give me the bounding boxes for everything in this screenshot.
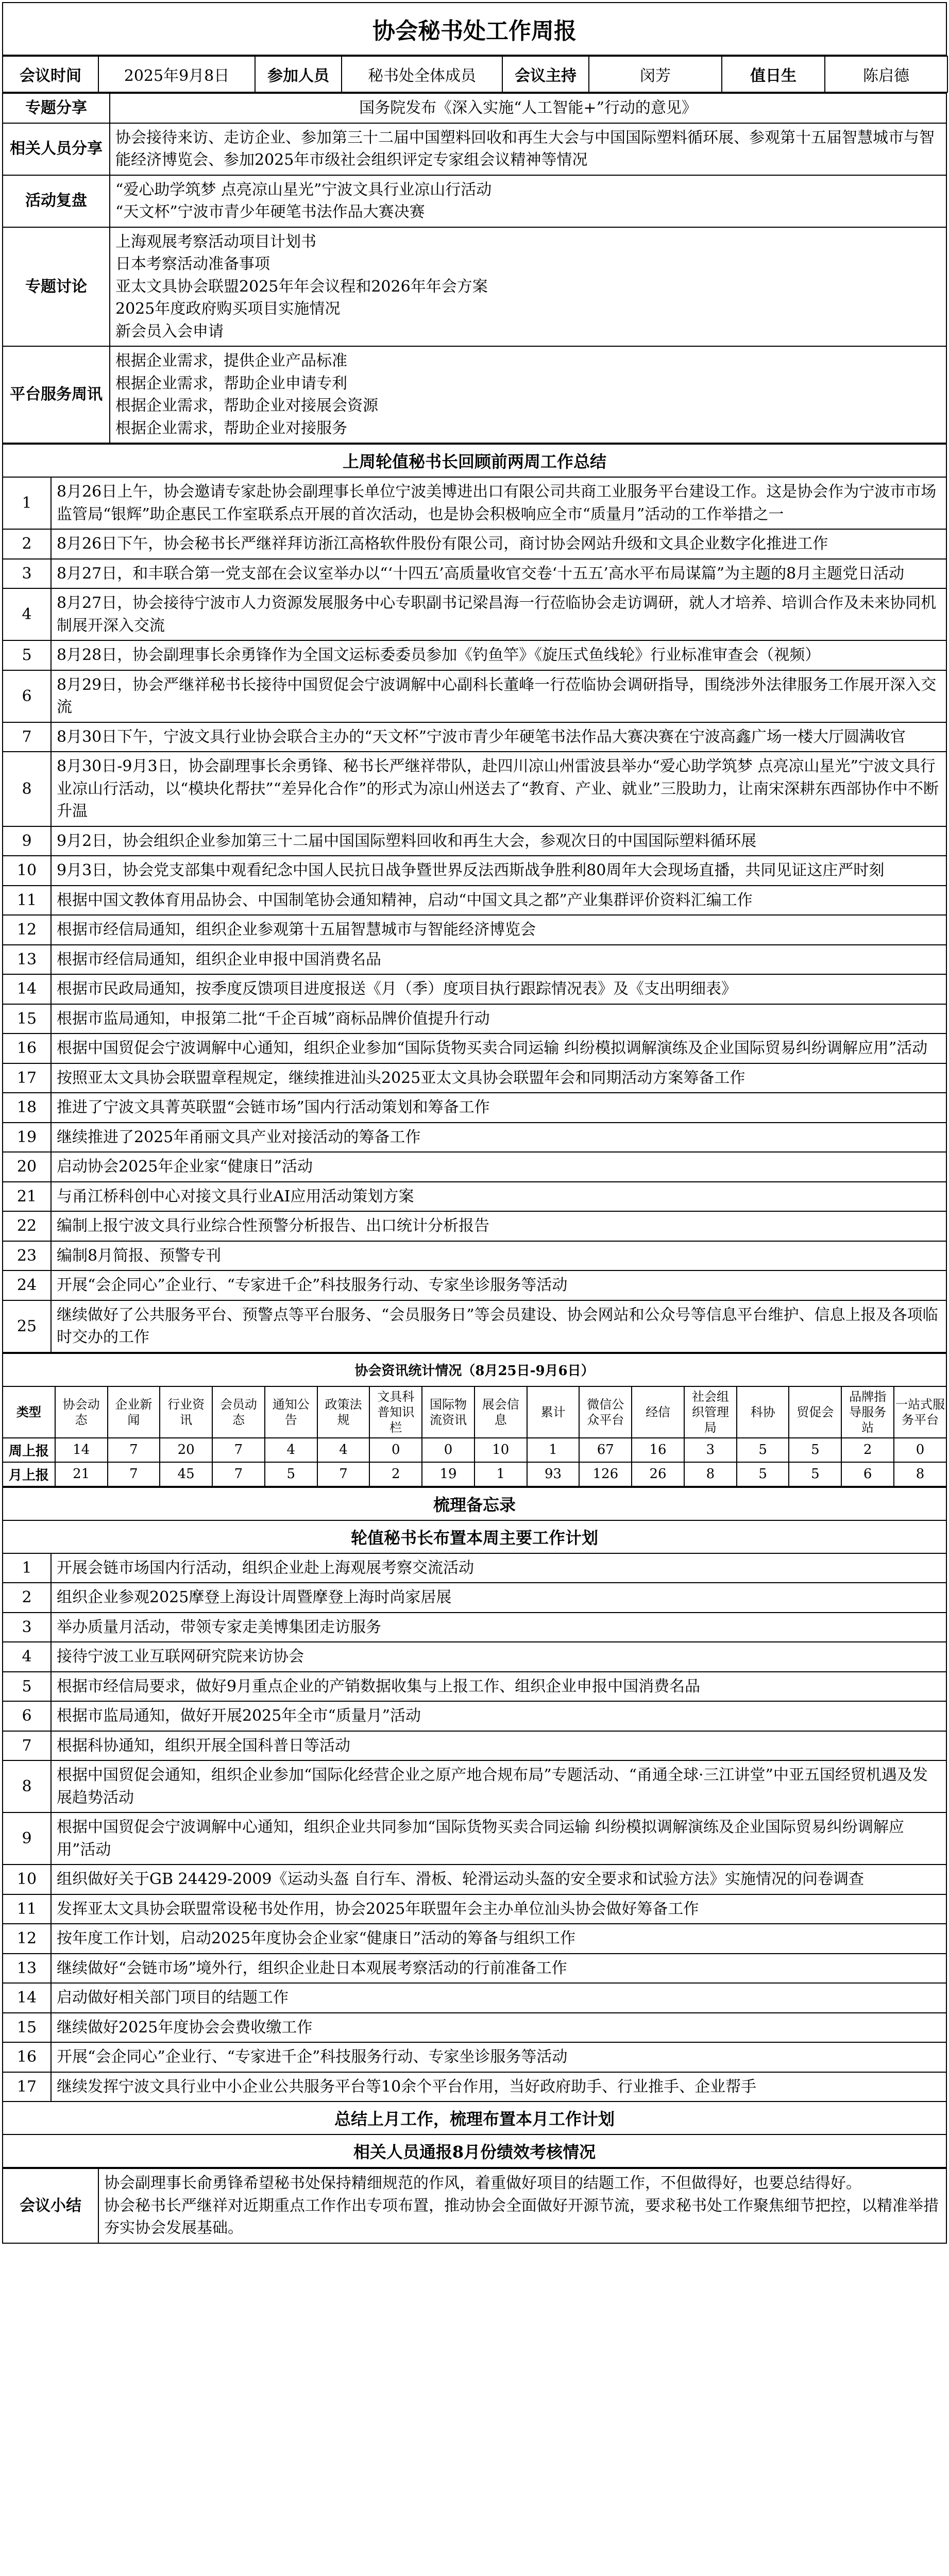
stats-column-header: 科协 [737, 1386, 789, 1438]
work-item-row [3, 588, 946, 640]
stats-column-header: 企业新闻 [108, 1386, 160, 1438]
item-number: 8 [3, 1760, 51, 1812]
work-item-row [3, 529, 946, 559]
performance-title: 相关人员通报8月份绩效考核情况 [3, 2134, 946, 2167]
stats-column-header: 类型 [3, 1386, 55, 1438]
item-number: 10 [3, 856, 51, 886]
stats-cell: 3 [684, 1438, 737, 1462]
item-text: 组织企业参观2025摩登上海设计周暨摩登上海时尚家居展 [51, 1583, 946, 1613]
work-item-row [3, 1033, 946, 1063]
item-text: 8月30日-9月3日，协会副理事长余勇锋、秘书长严继祥带队，赴四川凉山州雷波县举办“爱心助学筑梦 点亮凉山星光”宁波文具行业凉山行活动，以“模块化帮扶”“差异化合作”的形式为凉山州送去了“教育、产业、就业”三股助力，让南宋深耕东西部协作中不断升温 [51, 752, 946, 826]
stats-cell: 5 [789, 1462, 841, 1486]
item-text: 推进了宁波文具菁英联盟“会链市场”国内行活动策划和筹备工作 [51, 1093, 946, 1123]
item-text: 8月27日，协会接待宁波市人力资源发展服务中心专职副书记梁昌海一行莅临协会走访调研，就人才培养、培训合作及未来协同机制展开深入交流 [51, 588, 946, 640]
stats-title: 协会资讯统计情况（8月25日-9月6日） [3, 1353, 946, 1386]
item-number: 7 [3, 1731, 51, 1761]
topic-line: 新会员入会申请 [115, 322, 224, 341]
work-item-row [3, 1642, 946, 1672]
work-item-row [3, 974, 946, 1004]
stats-cell: 5 [737, 1462, 789, 1486]
work-item-row [3, 1123, 946, 1153]
stats-column-header: 一站式服务平台 [894, 1386, 946, 1438]
item-text: 根据市经信局通知，组织企业参观第十五届智慧城市与智能经济博览会 [51, 915, 946, 945]
work-item-row [3, 559, 946, 589]
stats-column-header: 展会信息 [474, 1386, 527, 1438]
work-item-row [3, 915, 946, 945]
stats-column-header: 社会组织管理局 [684, 1386, 737, 1438]
topic-line: 上海观展考察活动项目计划书 [115, 232, 316, 251]
stats-cell: 7 [317, 1462, 370, 1486]
topic-label: 平台服务周讯 [3, 346, 110, 443]
item-number: 4 [3, 588, 51, 640]
stats-cell: 7 [108, 1462, 160, 1486]
work-item-row [3, 1865, 946, 1894]
item-number: 2 [3, 529, 51, 559]
stats-cell: 2 [841, 1438, 894, 1462]
item-text: 继续做好2025年度协会会费收缴工作 [51, 2013, 946, 2043]
item-text: 发挥亚太文具协会联盟常设秘书处作用，协会2025年联盟年会主办单位汕头协会做好筹备工作 [51, 1894, 946, 1924]
item-text: 开展会链市场国内行活动，组织企业赴上海观展考察交流活动 [51, 1553, 946, 1583]
participants-value: 秘书处全体成员 [342, 56, 502, 92]
stats-row [3, 1438, 946, 1462]
stats-cell: 8 [894, 1462, 946, 1486]
work-item-row [3, 1063, 946, 1093]
work-item-row [3, 1760, 946, 1812]
item-text: 根据市监局通知，申报第二批“千企百城”商标品牌价值提升行动 [51, 1004, 946, 1034]
topic-line: 根据企业需求，帮助企业对接展会资源 [115, 397, 378, 415]
stats-row-label: 月上报 [3, 1462, 55, 1486]
topic-row [3, 346, 946, 443]
last-week-title: 上周轮值秘书长回顾前两周工作总结 [3, 444, 946, 477]
stats-table [2, 1353, 947, 1487]
work-item-row [3, 477, 946, 529]
item-text: 与甬江桥科创中心对接文具行业AI应用活动策划方案 [51, 1182, 946, 1212]
item-text: 继续做好“会链市场”境外行，组织企业赴日本观展考察活动的行前准备工作 [51, 1954, 946, 1984]
meeting-time-value: 2025年9月8日 [98, 56, 255, 92]
topic-content [110, 175, 946, 227]
item-number: 5 [3, 1672, 51, 1702]
work-item-row [3, 1182, 946, 1212]
stats-cell: 1 [474, 1462, 527, 1486]
stats-column-header: 政策法规 [317, 1386, 370, 1438]
stats-cell: 5 [737, 1438, 789, 1462]
meeting-summary-line: 协会副理事长俞勇锋希望秘书处保持精细规范的作风，着重做好项目的结题工作，不但做得好，也要总结得好。 [104, 2174, 861, 2192]
topic-row [3, 227, 946, 347]
topic-row [3, 175, 946, 227]
stats-cell: 8 [684, 1462, 737, 1486]
work-item-row [3, 1300, 946, 1352]
item-text: 继续发挥宁波文具行业中小企业公共服务平台等10余个平台作用，当好政府助手、行业推手、企业帮手 [51, 2072, 946, 2102]
topic-content [110, 93, 946, 123]
item-number: 15 [3, 1004, 51, 1034]
item-text: 启动协会2025年企业家“健康日”活动 [51, 1152, 946, 1182]
stats-column-header: 国际物流资讯 [422, 1386, 474, 1438]
duty-label: 值日生 [722, 56, 825, 92]
work-item-row [3, 1731, 946, 1761]
topic-line: 根据企业需求，帮助企业申请专利 [115, 374, 347, 393]
item-text: 8月26日上午，协会邀请专家赴协会副理事长单位宁波美博进出口有限公司共商工业服务平台建设工作。这是协会作为宁波市市场监管局“银辉”助企惠民工作室联系点开展的首次活动，也是协会积极响应全市“质量月”活动的工作举措之一 [51, 477, 946, 529]
stats-column-header: 通知公告 [265, 1386, 317, 1438]
meeting-info-table [2, 56, 948, 93]
topic-line: 根据企业需求，帮助企业对接服务 [115, 419, 347, 437]
stats-cell: 5 [265, 1462, 317, 1486]
item-number: 10 [3, 1865, 51, 1894]
stats-column-header: 行业资讯 [160, 1386, 212, 1438]
item-number: 15 [3, 2013, 51, 2043]
item-text: 接待宁波工业互联网研究院来访协会 [51, 1642, 946, 1672]
summary-title: 总结上月工作，梳理布置本月工作计划 [3, 2102, 946, 2134]
item-text: 8月29日，协会严继祥秘书长接待中国贸促会宁波调解中心副科长董峰一行莅临协会调研指导，围绕涉外法律服务工作展开深入交流 [51, 670, 946, 722]
work-item-row [3, 1894, 946, 1924]
meeting-summary-table [2, 2168, 947, 2244]
item-number: 23 [3, 1241, 51, 1271]
item-number: 12 [3, 1924, 51, 1954]
item-text: 继续做好了公共服务平台、预警点等平台服务、“会员服务日”等会员建设、协会网站和公众号等信息平台维护、信息上报及各项临时交办的工作 [51, 1300, 946, 1352]
stats-cell: 7 [108, 1438, 160, 1462]
topic-label: 专题分享 [3, 93, 110, 123]
stats-cell: 2 [369, 1462, 422, 1486]
stats-cell: 0 [369, 1438, 422, 1462]
item-text: 9月2日，协会组织企业参加第三十二届中国国际塑料回收和再生大会，参观次日的中国国际塑料循环展 [51, 826, 946, 856]
item-number: 17 [3, 1063, 51, 1093]
work-item-row [3, 2042, 946, 2072]
topic-line: 国务院发布《深入实施“人工智能+”行动的意见》 [359, 99, 697, 117]
stats-column-header: 贸促会 [789, 1386, 841, 1438]
stats-cell: 126 [579, 1462, 632, 1486]
item-text: 继续推进了2025年甬丽文具产业对接活动的筹备工作 [51, 1123, 946, 1153]
item-number: 3 [3, 1613, 51, 1642]
item-text: 举办质量月活动，带领专家走美博集团走访服务 [51, 1613, 946, 1642]
item-number: 2 [3, 1583, 51, 1613]
item-number: 22 [3, 1211, 51, 1241]
item-number: 11 [3, 886, 51, 916]
meeting-summary-line: 协会秘书长严继祥对近期重点工作作出专项布置，推动协会全面做好开源节流，要求秘书处工作聚焦细节把控，以精准举措夯实协会发展基础。 [104, 2196, 939, 2237]
item-text: 组织做好关于GB 24429-2009《运动头盔 自行车、滑板、轮滑运动头盔的安全要求和试验方法》实施情况的问卷调查 [51, 1865, 946, 1894]
stats-cell: 20 [160, 1438, 212, 1462]
work-item-row [3, 826, 946, 856]
memo-table [2, 1487, 947, 2168]
stats-row [3, 1462, 946, 1486]
stats-cell: 4 [265, 1438, 317, 1462]
topic-line: “天文杯”宁波市青少年硬笔书法作品大赛决赛 [115, 203, 425, 221]
stats-cell: 10 [474, 1438, 527, 1462]
item-text: 开展“会企同心”企业行、“专家进千企”科技服务行动、专家坐诊服务等活动 [51, 1270, 946, 1300]
item-text: 根据科协通知，组织开展全国科普日等活动 [51, 1731, 946, 1761]
item-text: 启动做好相关部门项目的结题工作 [51, 1983, 946, 2013]
topic-row [3, 123, 946, 175]
work-item-row [3, 886, 946, 916]
topic-label: 活动复盘 [3, 175, 110, 227]
work-item-row [3, 1004, 946, 1034]
item-text: 根据中国贸促会宁波调解中心通知，组织企业共同参加“国际货物买卖合同运输 纠纷模拟调解演练及企业国际贸易纠纷调解应用”活动 [51, 1812, 946, 1865]
topic-line: 协会接待来访、走访企业、参加第三十二届中国塑料回收和再生大会与中国国际塑料循环展、参观第十五届智慧城市与智能经济博览会、参加2025年市级社会组织评定专家组会议精神等情况 [115, 128, 935, 169]
memo-title: 梳理备忘录 [3, 1487, 946, 1520]
work-item-row [3, 2072, 946, 2102]
item-text: 根据市民政局通知，按季度反馈项目进度报送《月（季）度项目执行跟踪情况表》及《支出明细表》 [51, 974, 946, 1004]
item-text: 按年度工作计划，启动2025年度协会企业家“健康日”活动的筹备与组织工作 [51, 1924, 946, 1954]
item-number: 3 [3, 559, 51, 589]
stats-column-header: 微信公众平台 [579, 1386, 632, 1438]
work-item-row [3, 1553, 946, 1583]
duty-value: 陈启德 [825, 56, 947, 92]
stats-cell: 21 [55, 1462, 108, 1486]
work-item-row [3, 1983, 946, 2013]
stats-cell: 7 [212, 1438, 265, 1462]
host-label: 会议主持 [502, 56, 589, 92]
item-text: 8月30日下午，宁波文具行业协会联合主办的“天文杯”宁波市青少年硬笔书法作品大赛决赛在宁波高鑫广场一楼大厅圆满收官 [51, 722, 946, 752]
weekly-report [2, 2, 947, 2244]
work-item-row [3, 1613, 946, 1642]
stats-cell: 7 [212, 1462, 265, 1486]
stats-cell: 45 [160, 1462, 212, 1486]
topic-line: 2025年度政府购买项目实施情况 [115, 300, 341, 318]
item-number: 21 [3, 1182, 51, 1212]
topic-content [110, 123, 946, 175]
item-number: 5 [3, 640, 51, 670]
stats-cell: 19 [422, 1462, 474, 1486]
work-item-row [3, 1152, 946, 1182]
stats-column-header: 协会动态 [55, 1386, 108, 1438]
item-number: 19 [3, 1123, 51, 1153]
last-week-table [2, 444, 947, 1353]
stats-column-header: 文具科普知识栏 [369, 1386, 422, 1438]
item-text: 根据市监局通知，做好开展2025年全市“质量月”活动 [51, 1701, 946, 1731]
item-text: 根据中国文教体育用品协会、中国制笔协会通知精神，启动“中国文具之都”产业集群评价资料汇编工作 [51, 886, 946, 916]
stats-row-label: 周上报 [3, 1438, 55, 1462]
item-text: 8月28日，协会副理事长余勇锋作为全国文运标委委员参加《钓鱼竿》《旋压式鱼线轮》行业标准审查会（视频） [51, 640, 946, 670]
item-number: 18 [3, 1093, 51, 1123]
stats-column-header: 品牌指导服务站 [841, 1386, 894, 1438]
stats-column-header: 累计 [527, 1386, 580, 1438]
item-text: 8月26日下午，协会秘书长严继祥拜访浙江高格软件股份有限公司，商讨协会网站升级和文具企业数字化推进工作 [51, 529, 946, 559]
stats-cell: 0 [422, 1438, 474, 1462]
item-text: 8月27日，和丰联合第一党支部在会议室举办以“‘十四五’高质量收官交卷‘十五五’高水平布局谋篇”为主题的8月主题党日活动 [51, 559, 946, 589]
topic-line: 日本考察活动准备事项 [115, 255, 270, 273]
stats-cell: 6 [841, 1462, 894, 1486]
topic-content [110, 227, 946, 347]
stats-cell: 14 [55, 1438, 108, 1462]
item-number: 20 [3, 1152, 51, 1182]
work-item-row [3, 1672, 946, 1702]
work-item-row [3, 670, 946, 722]
item-number: 4 [3, 1642, 51, 1672]
meeting-time-label: 会议时间 [3, 56, 98, 92]
host-value: 闵芳 [589, 56, 722, 92]
meeting-summary-content [98, 2168, 946, 2243]
item-number: 16 [3, 2042, 51, 2072]
item-number: 1 [3, 477, 51, 529]
topic-label: 专题讨论 [3, 227, 110, 347]
stats-cell: 16 [632, 1438, 684, 1462]
work-item-row [3, 1924, 946, 1954]
work-item-row [3, 2013, 946, 2043]
item-number: 9 [3, 1812, 51, 1865]
stats-cell: 93 [527, 1462, 580, 1486]
stats-cell: 67 [579, 1438, 632, 1462]
work-item-row [3, 640, 946, 670]
item-text: 根据市经信局通知，组织企业申报中国消费名品 [51, 945, 946, 975]
item-text: 9月3日，协会党支部集中观看纪念中国人民抗日战争暨世界反法西斯战争胜利80周年大会现场直播，共同见证这庄严时刻 [51, 856, 946, 886]
topics-table [2, 93, 947, 444]
item-number: 6 [3, 1701, 51, 1731]
item-text: 根据市经信局要求，做好9月重点企业的产销数据收集与上报工作、组织企业申报中国消费名品 [51, 1672, 946, 1702]
topic-content [110, 346, 946, 443]
work-item-row [3, 1583, 946, 1613]
work-item-row [3, 1270, 946, 1300]
participants-label: 参加人员 [255, 56, 342, 92]
topic-line: 亚太文具协会联盟2025年年会议程和2026年年会方案 [115, 277, 488, 296]
item-text: 编制上报宁波文具行业综合性预警分析报告、出口统计分析报告 [51, 1211, 946, 1241]
item-text: 根据中国贸促会宁波调解中心通知，组织企业参加“国际货物买卖合同运输 纠纷模拟调解演练及企业国际贸易纠纷调解应用”活动 [51, 1033, 946, 1063]
stats-cell: 5 [789, 1438, 841, 1462]
item-number: 7 [3, 722, 51, 752]
item-number: 6 [3, 670, 51, 722]
report-title: 协会秘书处工作周报 [2, 2, 947, 56]
work-item-row [3, 945, 946, 975]
topic-label: 相关人员分享 [3, 123, 110, 175]
work-item-row [3, 1211, 946, 1241]
work-item-row [3, 1241, 946, 1271]
work-item-row [3, 1093, 946, 1123]
item-number: 12 [3, 915, 51, 945]
item-number: 14 [3, 1983, 51, 2013]
item-number: 14 [3, 974, 51, 1004]
item-number: 9 [3, 826, 51, 856]
stats-cell: 0 [894, 1438, 946, 1462]
item-number: 17 [3, 2072, 51, 2102]
item-text: 开展“会企同心”企业行、“专家进千企”科技服务行动、专家坐诊服务等活动 [51, 2042, 946, 2072]
item-number: 1 [3, 1553, 51, 1583]
work-item-row [3, 856, 946, 886]
meeting-summary-label: 会议小结 [3, 2168, 98, 2243]
work-item-row [3, 752, 946, 826]
item-number: 16 [3, 1033, 51, 1063]
item-number: 25 [3, 1300, 51, 1352]
work-item-row [3, 722, 946, 752]
item-number: 13 [3, 945, 51, 975]
stats-column-header: 会员动态 [212, 1386, 265, 1438]
item-text: 根据中国贸促会通知，组织企业参加“国际化经营企业之原产地合规布局”专题活动、“甬通全球·三江讲堂”中亚五国经贸机遇及发展趋势活动 [51, 1760, 946, 1812]
topic-line: “爱心助学筑梦 点亮凉山星光”宁波文具行业凉山行活动 [115, 180, 492, 199]
work-item-row [3, 1954, 946, 1984]
topic-line: 根据企业需求，提供企业产品标准 [115, 352, 347, 370]
item-number: 13 [3, 1954, 51, 1984]
item-text: 编制8月简报、预警专刊 [51, 1241, 946, 1271]
stats-column-header: 经信 [632, 1386, 684, 1438]
item-number: 11 [3, 1894, 51, 1924]
work-item-row [3, 1701, 946, 1731]
item-number: 24 [3, 1270, 51, 1300]
stats-cell: 1 [527, 1438, 580, 1462]
work-item-row [3, 1812, 946, 1865]
item-number: 8 [3, 752, 51, 826]
topic-row [3, 93, 946, 123]
stats-cell: 26 [632, 1462, 684, 1486]
item-text: 按照亚太文具协会联盟章程规定，继续推进汕头2025亚太文具协会联盟年会和同期活动方案筹备工作 [51, 1063, 946, 1093]
stats-cell: 4 [317, 1438, 370, 1462]
this-week-title: 轮值秘书长布置本周主要工作计划 [3, 1520, 946, 1553]
